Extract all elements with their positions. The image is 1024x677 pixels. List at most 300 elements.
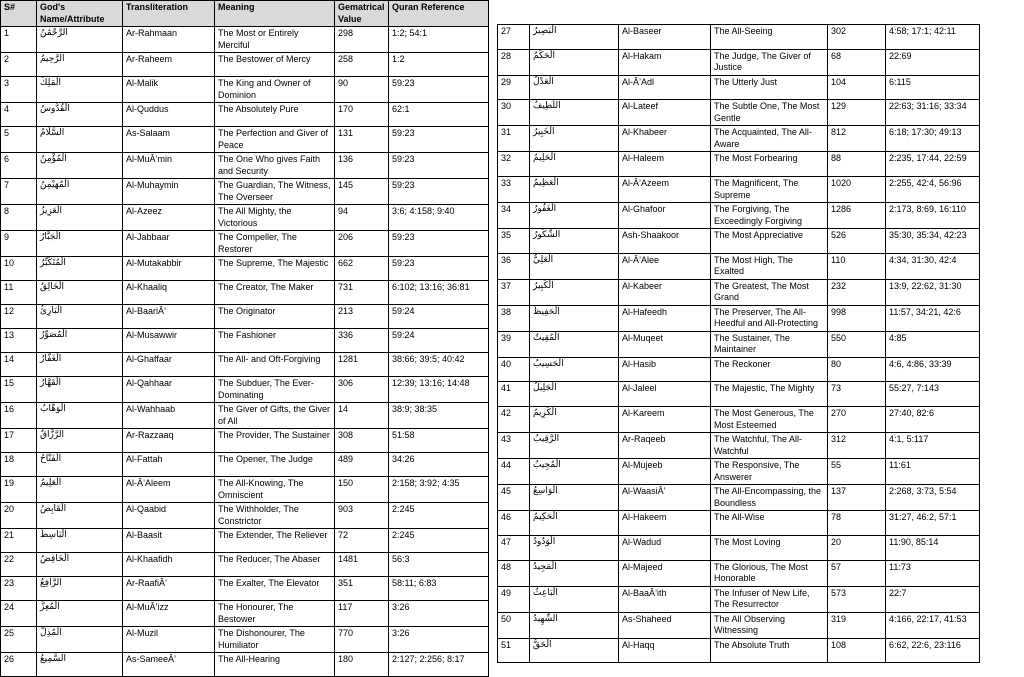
cell-arabic-name: الرَّحْمَٰنُ [37,27,123,53]
cell-transliteration: Al-Hasib [619,357,711,382]
cell-quran-reference: 1:2; 54:1 [389,27,489,53]
cell-arabic-name: الرَّزَّاقُ [37,429,123,453]
cell-meaning: The One Who gives Faith and Security [215,153,335,179]
cell-number: 40 [498,357,530,382]
cell-meaning: The Glorious, The Most Honorable [711,560,828,586]
table-row [498,459,980,485]
cell-quran-reference: 4:58; 17:1; 42:11 [886,25,980,50]
cell-quran-reference: 2:255, 42:4, 56:96 [886,177,980,203]
cell-quran-reference: 6:62, 22:6, 23:116 [886,638,980,663]
cell-gematrical-value: 526 [828,229,886,254]
table-row [1,179,489,205]
cell-meaning: The Responsive, The Answerer [711,459,828,485]
cell-arabic-name: الرَّقِيبُ [530,433,619,459]
cell-arabic-name: الرَّحِيمُ [37,53,123,77]
cell-arabic-name: الْبَصِيرُ [530,25,619,50]
cell-number: 2 [1,53,37,77]
cell-gematrical-value: 180 [335,653,389,677]
cell-number: 27 [498,25,530,50]
table-row [498,49,980,75]
cell-arabic-name: الْغَفَّارُ [37,353,123,377]
header-sn: S# [1,1,37,27]
cell-quran-reference: 59:24 [389,329,489,353]
cell-quran-reference: 2:127; 2:256; 8:17 [389,653,489,677]
cell-quran-reference: 59:23 [389,153,489,179]
cell-arabic-name: الْحَقُّ [530,638,619,663]
table-row [498,485,980,511]
cell-quran-reference: 59:23 [389,231,489,257]
cell-gematrical-value: 731 [335,281,389,305]
cell-quran-reference: 31:27, 46:2, 57:1 [886,511,980,536]
cell-number: 33 [498,177,530,203]
cell-meaning: The Majestic, The Mighty [711,382,828,407]
cell-meaning: The Opener, The Judge [215,453,335,477]
cell-transliteration: Al-Majeed [619,560,711,586]
cell-arabic-name: الْحَكَمُ [530,49,619,75]
cell-quran-reference: 11:61 [886,459,980,485]
cell-gematrical-value: 94 [335,205,389,231]
cell-meaning: The Dishonourer, The Humiliator [215,627,335,653]
cell-transliteration: Al-Haleem [619,152,711,177]
cell-quran-reference: 2:173, 8:69, 16:110 [886,203,980,229]
cell-transliteration: As-SameeÂ’ [123,653,215,677]
cell-meaning: The Honourer, The Bestower [215,601,335,627]
cell-gematrical-value: 302 [828,25,886,50]
cell-number: 13 [1,329,37,353]
cell-number: 42 [498,407,530,433]
cell-gematrical-value: 80 [828,357,886,382]
cell-quran-reference: 34:26 [389,453,489,477]
cell-number: 16 [1,403,37,429]
cell-gematrical-value: 232 [828,279,886,305]
cell-transliteration: Al-Azeez [123,205,215,231]
table-row [498,433,980,459]
cell-arabic-name: الْمُعِزُّ [37,601,123,627]
cell-transliteration: Al-Muhaymin [123,179,215,205]
cell-quran-reference: 11:73 [886,560,980,586]
cell-arabic-name: الْحَسِيبُ [530,357,619,382]
cell-quran-reference: 51:58 [389,429,489,453]
cell-gematrical-value: 306 [335,377,389,403]
cell-transliteration: Al-Khaafidh [123,553,215,577]
cell-arabic-name: الْعَلِيمُ [37,477,123,503]
cell-transliteration: Ar-RaafiÂ’ [123,577,215,601]
cell-meaning: The Forgiving, The Exceedingly Forgiving [711,203,828,229]
cell-quran-reference: 4:34, 31:30, 42:4 [886,253,980,279]
cell-meaning: The Creator, The Maker [215,281,335,305]
cell-meaning: The Judge, The Giver of Justice [711,49,828,75]
cell-arabic-name: الْكَرِيمُ [530,407,619,433]
cell-number: 31 [498,126,530,152]
cell-number: 37 [498,279,530,305]
cell-meaning: The Giver of Gifts, the Giver of All [215,403,335,429]
cell-quran-reference: 59:23 [389,179,489,205]
cell-arabic-name: الْمُهَيْمِنُ [37,179,123,205]
table-row [1,231,489,257]
cell-number: 26 [1,653,37,677]
table-row [1,477,489,503]
cell-meaning: The Most Forbearing [711,152,828,177]
cell-meaning: The All- and Oft-Forgiving [215,353,335,377]
table-row [1,653,489,677]
cell-arabic-name: الْعَظِيمُ [530,177,619,203]
table-row [1,127,489,153]
cell-transliteration: Al-Â’Azeem [619,177,711,203]
table-row [1,77,489,103]
cell-gematrical-value: 903 [335,503,389,529]
cell-number: 47 [498,535,530,560]
cell-arabic-name: الْمَلِكُ [37,77,123,103]
cell-quran-reference: 1:2 [389,53,489,77]
cell-arabic-name: الْخَالِقُ [37,281,123,305]
cell-gematrical-value: 137 [828,485,886,511]
cell-quran-reference: 11:90, 85:14 [886,535,980,560]
table-row [1,281,489,305]
cell-number: 41 [498,382,530,407]
cell-meaning: The Sustainer, The Maintainer [711,331,828,357]
cell-gematrical-value: 72 [335,529,389,553]
cell-transliteration: Al-Muzil [123,627,215,653]
cell-quran-reference: 59:23 [389,77,489,103]
cell-arabic-name: السَّمِيعُ [37,653,123,677]
cell-quran-reference: 2:245 [389,529,489,553]
cell-gematrical-value: 78 [828,511,886,536]
cell-number: 24 [1,601,37,627]
cell-arabic-name: الشَّهِيدُ [530,612,619,638]
cell-transliteration: Al-WaasiÂ’ [619,485,711,511]
cell-meaning: The Subduer, The Ever-Dominating [215,377,335,403]
cell-gematrical-value: 57 [828,560,886,586]
cell-meaning: The Compeller, The Restorer [215,231,335,257]
cell-meaning: The Absolutely Pure [215,103,335,127]
cell-quran-reference: 3:6; 4:158; 9:40 [389,205,489,231]
cell-transliteration: As-Shaheed [619,612,711,638]
table-row [1,205,489,231]
cell-meaning: The All Observing Witnessing [711,612,828,638]
cell-arabic-name: الْكَبِيرُ [530,279,619,305]
cell-number: 15 [1,377,37,403]
table-row [1,377,489,403]
cell-transliteration: Ar-Razzaaq [123,429,215,453]
cell-quran-reference: 2:268, 3:73, 5:54 [886,485,980,511]
cell-gematrical-value: 55 [828,459,886,485]
cell-meaning: The All-Seeing [711,25,828,50]
header-name: God's Name/Attribute [37,1,123,27]
cell-quran-reference: 62:1 [389,103,489,127]
cell-transliteration: Al-Wahhaab [123,403,215,429]
cell-quran-reference: 2:158; 3:92; 4:35 [389,477,489,503]
cell-gematrical-value: 88 [828,152,886,177]
cell-quran-reference: 27:40, 82:6 [886,407,980,433]
cell-arabic-name: السَّلَامُ [37,127,123,153]
cell-gematrical-value: 308 [335,429,389,453]
cell-arabic-name: الْحَلِيمُ [530,152,619,177]
cell-quran-reference: 38:9; 38:35 [389,403,489,429]
cell-gematrical-value: 550 [828,331,886,357]
cell-gematrical-value: 319 [828,612,886,638]
cell-quran-reference: 38:66; 39:5; 40:42 [389,353,489,377]
cell-meaning: The Watchful, The All-Watchful [711,433,828,459]
table-row [498,535,980,560]
cell-quran-reference: 59:24 [389,305,489,329]
cell-meaning: The Originator [215,305,335,329]
cell-meaning: The Perfection and Giver of Peace [215,127,335,153]
cell-quran-reference: 6:115 [886,75,980,100]
cell-number: 28 [498,49,530,75]
cell-transliteration: As-Salaam [123,127,215,153]
cell-gematrical-value: 298 [335,27,389,53]
cell-transliteration: Al-Muqeet [619,331,711,357]
cell-gematrical-value: 206 [335,231,389,257]
cell-meaning: The Greatest, The Most Grand [711,279,828,305]
cell-quran-reference: 4:166, 22:17, 41:53 [886,612,980,638]
cell-gematrical-value: 73 [828,382,886,407]
table-row [498,612,980,638]
cell-number: 3 [1,77,37,103]
cell-arabic-name: الْوَهَّابُ [37,403,123,429]
cell-transliteration: Al-BaaÂ’ith [619,586,711,612]
cell-transliteration: Ash-Shaakoor [619,229,711,254]
table-row [498,511,980,536]
cell-transliteration: Al-Lateef [619,100,711,126]
cell-number: 10 [1,257,37,281]
cell-quran-reference: 22:63; 31:16; 33:34 [886,100,980,126]
cell-number: 49 [498,586,530,612]
cell-arabic-name: الْوَاسِعُ [530,485,619,511]
cell-arabic-name: الْبَاعِثُ [530,586,619,612]
cell-number: 32 [498,152,530,177]
cell-number: 22 [1,553,37,577]
cell-meaning: The Magnificent, The Supreme [711,177,828,203]
cell-transliteration: Al-Â’Alee [619,253,711,279]
cell-meaning: The Supreme, The Majestic [215,257,335,281]
cell-quran-reference: 6:18; 17:30; 49:13 [886,126,980,152]
cell-arabic-name: اللَّطِيفُ [530,100,619,126]
cell-meaning: The Reducer, The Abaser [215,553,335,577]
cell-arabic-name: الْحَكِيمُ [530,511,619,536]
cell-quran-reference: 3:26 [389,601,489,627]
cell-arabic-name: الْفَتَّاحُ [37,453,123,477]
table-row [1,627,489,653]
table-row [1,453,489,477]
cell-transliteration: Al-Ghafoor [619,203,711,229]
cell-meaning: The Guardian, The Witness, The Overseer [215,179,335,205]
cell-quran-reference: 3:26 [389,627,489,653]
cell-number: 14 [1,353,37,377]
table-row [498,126,980,152]
cell-quran-reference: 6:102; 13:16; 36:81 [389,281,489,305]
cell-meaning: The Most Loving [711,535,828,560]
cell-gematrical-value: 145 [335,179,389,205]
cell-arabic-name: الْجَلِيلُ [530,382,619,407]
cell-number: 8 [1,205,37,231]
table-row [498,305,980,331]
table-row [498,279,980,305]
table-row [1,553,489,577]
table-row [1,305,489,329]
cell-number: 6 [1,153,37,179]
cell-number: 48 [498,560,530,586]
cell-quran-reference: 4:85 [886,331,980,357]
table-row [498,638,980,663]
cell-arabic-name: الْعَزِيزُ [37,205,123,231]
header-transliteration: Transliteration [123,1,215,27]
cell-gematrical-value: 573 [828,586,886,612]
cell-transliteration: Al-Qaabid [123,503,215,529]
cell-arabic-name: الْجَبَّارُ [37,231,123,257]
cell-gematrical-value: 489 [335,453,389,477]
cell-meaning: The Subtle One, The Most Gentle [711,100,828,126]
cell-gematrical-value: 312 [828,433,886,459]
cell-quran-reference: 2:245 [389,503,489,529]
cell-quran-reference: 22:7 [886,586,980,612]
cell-gematrical-value: 20 [828,535,886,560]
cell-gematrical-value: 351 [335,577,389,601]
table-row [1,529,489,553]
cell-arabic-name: الْحَفِيظُ [530,305,619,331]
table-row [498,560,980,586]
cell-number: 46 [498,511,530,536]
cell-meaning: The All-Wise [711,511,828,536]
cell-quran-reference: 59:23 [389,127,489,153]
cell-transliteration: Al-Quddus [123,103,215,127]
cell-transliteration: Al-Musawwir [123,329,215,353]
cell-meaning: The Most Generous, The Most Esteemed [711,407,828,433]
table-row [498,382,980,407]
cell-gematrical-value: 662 [335,257,389,281]
cell-meaning: The Bestower of Mercy [215,53,335,77]
cell-transliteration: Al-Jabbaar [123,231,215,257]
cell-meaning: The Utterly Just [711,75,828,100]
header-value: Gematrical Value [335,1,389,27]
cell-transliteration: Al-Hakam [619,49,711,75]
table-row [1,103,489,127]
cell-arabic-name: الرَّافِعُ [37,577,123,601]
cell-gematrical-value: 136 [335,153,389,179]
cell-meaning: The Reckoner [711,357,828,382]
table-row [498,25,980,50]
header-meaning: Meaning [215,1,335,27]
cell-gematrical-value: 110 [828,253,886,279]
cell-transliteration: Al-Khaaliq [123,281,215,305]
cell-gematrical-value: 117 [335,601,389,627]
cell-number: 5 [1,127,37,153]
cell-quran-reference: 11:57, 34:21, 42:6 [886,305,980,331]
cell-meaning: The Withholder, The Constrictor [215,503,335,529]
cell-meaning: The Fashioner [215,329,335,353]
table-row [498,177,980,203]
cell-gematrical-value: 1281 [335,353,389,377]
cell-transliteration: Al-Baasit [123,529,215,553]
table-row [498,229,980,254]
cell-gematrical-value: 108 [828,638,886,663]
cell-meaning: The Infuser of New Life, The Resurrector [711,586,828,612]
cell-quran-reference: 22:69 [886,49,980,75]
cell-transliteration: Al-Haqq [619,638,711,663]
cell-arabic-name: الْعَلِيُّ [530,253,619,279]
table-row [1,577,489,601]
cell-number: 19 [1,477,37,503]
table-row [498,586,980,612]
cell-arabic-name: الْمُؤْمِنُ [37,153,123,179]
cell-number: 45 [498,485,530,511]
cell-meaning: The King and Owner of Dominion [215,77,335,103]
cell-arabic-name: الْوَدُودُ [530,535,619,560]
cell-number: 35 [498,229,530,254]
table-row [498,75,980,100]
table-row [1,153,489,179]
cell-gematrical-value: 90 [335,77,389,103]
cell-quran-reference: 58:11; 6:83 [389,577,489,601]
cell-gematrical-value: 1481 [335,553,389,577]
cell-meaning: The All-Encompassing, the Boundless [711,485,828,511]
cell-meaning: The All Mighty, the Victorious [215,205,335,231]
cell-arabic-name: الْمَجِيدُ [530,560,619,586]
cell-gematrical-value: 104 [828,75,886,100]
cell-number: 51 [498,638,530,663]
table-row [1,503,489,529]
cell-gematrical-value: 150 [335,477,389,503]
table-row [498,100,980,126]
cell-quran-reference: 4:6, 4:86, 33:39 [886,357,980,382]
cell-gematrical-value: 270 [828,407,886,433]
cell-number: 18 [1,453,37,477]
table-row [1,257,489,281]
cell-quran-reference: 4:1, 5:117 [886,433,980,459]
cell-gematrical-value: 812 [828,126,886,152]
table-row [498,203,980,229]
cell-arabic-name: الْمُقِيتُ [530,331,619,357]
cell-number: 21 [1,529,37,553]
cell-arabic-name: الْقَابِضُ [37,503,123,529]
cell-gematrical-value: 336 [335,329,389,353]
cell-meaning: The Exalter, The Elevator [215,577,335,601]
cell-gematrical-value: 1020 [828,177,886,203]
cell-number: 34 [498,203,530,229]
cell-quran-reference: 59:23 [389,257,489,281]
cell-quran-reference: 2:235, 17:44, 22:59 [886,152,980,177]
names-table-right [497,24,980,663]
cell-transliteration: Al-Qahhaar [123,377,215,403]
cell-transliteration: Al-MuÂ’min [123,153,215,179]
table-row [1,429,489,453]
cell-meaning: The Most or Entirely Merciful [215,27,335,53]
table-row [1,353,489,377]
cell-meaning: The Most High, The Exalted [711,253,828,279]
cell-number: 43 [498,433,530,459]
cell-transliteration: Al-BaariÂ’ [123,305,215,329]
cell-transliteration: Al-Fattah [123,453,215,477]
cell-transliteration: Al-Â’Aleem [123,477,215,503]
cell-arabic-name: الْعَدْلُ [530,75,619,100]
cell-transliteration: Al-Ghaffaar [123,353,215,377]
table-row [1,53,489,77]
cell-gematrical-value: 68 [828,49,886,75]
cell-number: 1 [1,27,37,53]
cell-arabic-name: الْقَهَّارُ [37,377,123,403]
cell-number: 44 [498,459,530,485]
cell-quran-reference: 56:3 [389,553,489,577]
cell-number: 17 [1,429,37,453]
cell-number: 7 [1,179,37,205]
cell-transliteration: Al-Â’Adl [619,75,711,100]
cell-transliteration: Al-Hakeem [619,511,711,536]
cell-arabic-name: الْخَبِيرُ [530,126,619,152]
cell-number: 23 [1,577,37,601]
cell-quran-reference: 13:9, 22:62, 31:30 [886,279,980,305]
table-header-row [1,1,489,27]
cell-gematrical-value: 129 [828,100,886,126]
